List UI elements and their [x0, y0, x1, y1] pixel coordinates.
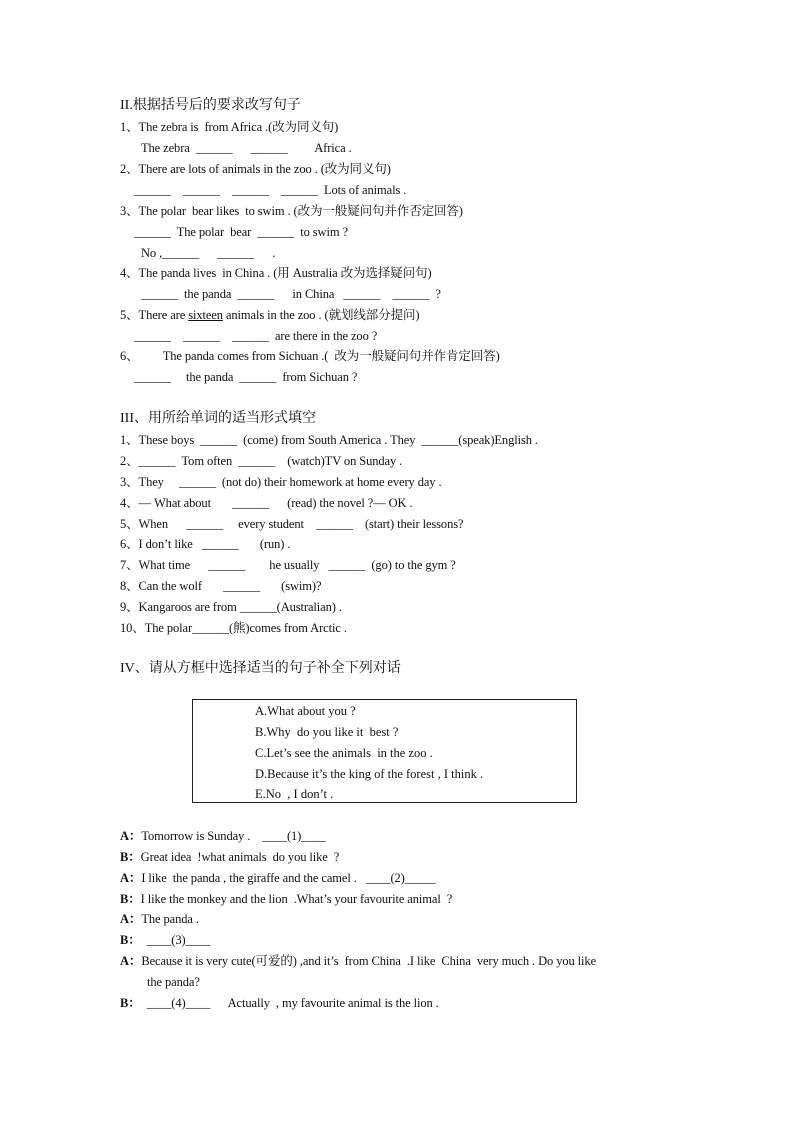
option-c: C.Let’s see the animals in the zoo . [255, 746, 433, 760]
question-line: The zebra ______ ______ Africa . [141, 141, 352, 155]
question-line: 6、 The panda comes from Sichuan .( 改为一般疑问句并作肯定回答) [120, 349, 500, 363]
question-line: 6、I don’t like ______ (run) . [120, 537, 291, 551]
speaker-label: B： [120, 850, 141, 864]
dialogue-line [147, 974, 200, 990]
dialogue-text: ____(4)____ Actually , my favourite animal is the lion . [140, 996, 439, 1010]
dialogue-line [120, 953, 596, 969]
question-line: ______ the panda ______ in China ______ ______ ? [141, 287, 441, 301]
option-a: A.What about you ? [255, 704, 356, 718]
choice-box [192, 699, 577, 803]
question-line: 9、Kangaroos are from ______(Australian) . [120, 600, 342, 614]
question-line: 4、The panda lives in China . (用 Australia 改为选择疑问句) [120, 266, 432, 280]
question-line: 8、Can the wolf ______ (swim)? [120, 579, 322, 593]
dialogue-text: Because it is very cute(可爱的) ,and it’s from China .I like China very much . Do you like [141, 954, 597, 968]
question-line: ______ The polar bear ______ to swim ? [134, 225, 348, 239]
question-line: 5、When ______ every student ______ (start) their lessons? [120, 517, 464, 531]
underlined-word: sixteen [188, 308, 223, 322]
dialogue-line [120, 911, 199, 927]
dialogue-line [120, 849, 339, 865]
question-line: 1、The zebra is from Africa .(改为同义句) [120, 120, 339, 134]
question-line: ______ the panda ______ from Sichuan ? [134, 370, 358, 384]
dialogue-text: The panda . [141, 912, 199, 926]
dialogue-text: Great idea !what animals do you like ? [140, 850, 340, 864]
speaker-label: B： [120, 892, 141, 906]
dialogue-line [120, 891, 452, 907]
dialogue-text: Tomorrow is Sunday . ____(1)____ [141, 829, 326, 843]
dialogue-line [120, 828, 326, 844]
option-b: B.Why do you like it best ? [255, 725, 399, 739]
dialogue-text: I like the panda , the giraffe and the camel . ____(2)_____ [141, 871, 436, 885]
question-line: 10、The polar______(熊)comes from Arctic . [120, 621, 347, 635]
dialogue-text: ____(3)____ [140, 933, 211, 947]
section-2-title: II.根据括号后的要求改写句子 [120, 98, 301, 113]
section-3-title: III、用所给单词的适当形式填空 [120, 411, 316, 426]
speaker-label: A： [120, 912, 142, 926]
question-line: 2、______ Tom often ______ (watch)TV on Sunday . [120, 454, 403, 468]
section-4-title: IV、请从方框中选择适当的句子补全下列对话 [120, 661, 401, 676]
speaker-label: A： [120, 954, 142, 968]
dialogue-text: the panda? [147, 975, 200, 989]
question-5-prefix: 5、There are [120, 308, 189, 322]
question-line: 1、These boys ______ (come) from South America . They ______(speak)English . [120, 433, 538, 447]
question-line: ______ ______ ______ ______ Lots of animals . [134, 183, 407, 197]
dialogue-text: I like the monkey and the lion .What’s your favourite animal ? [140, 892, 453, 906]
dialogue-line [120, 932, 210, 948]
question-line: 2、There are lots of animals in the zoo . (改为同义句) [120, 162, 391, 176]
question-line: ______ ______ ______ are there in the zoo ? [134, 329, 378, 343]
speaker-label: A： [120, 829, 142, 843]
question-line-5 [120, 307, 419, 323]
question-5-suffix: animals in the zoo . (就划线部分提问) [222, 308, 420, 322]
question-line: 4、— What about ______ (read) the novel ?— OK . [120, 496, 413, 510]
dialogue-line [120, 995, 439, 1011]
speaker-label: B： [120, 996, 141, 1010]
question-line: 7、What time ______ he usually ______ (go) to the gym ? [120, 558, 456, 572]
question-line: 3、They ______ (not do) their homework at home every day . [120, 475, 442, 489]
question-line: No ,______ ______ . [141, 246, 276, 260]
speaker-label: B： [120, 933, 141, 947]
question-line: 3、The polar bear likes to swim . (改为一般疑问句并作否定回答) [120, 204, 463, 218]
option-e: E.No , I don’t . [255, 787, 334, 801]
speaker-label: A： [120, 871, 142, 885]
option-d: D.Because it’s the king of the forest , I think . [255, 767, 484, 781]
dialogue-line [120, 870, 436, 886]
